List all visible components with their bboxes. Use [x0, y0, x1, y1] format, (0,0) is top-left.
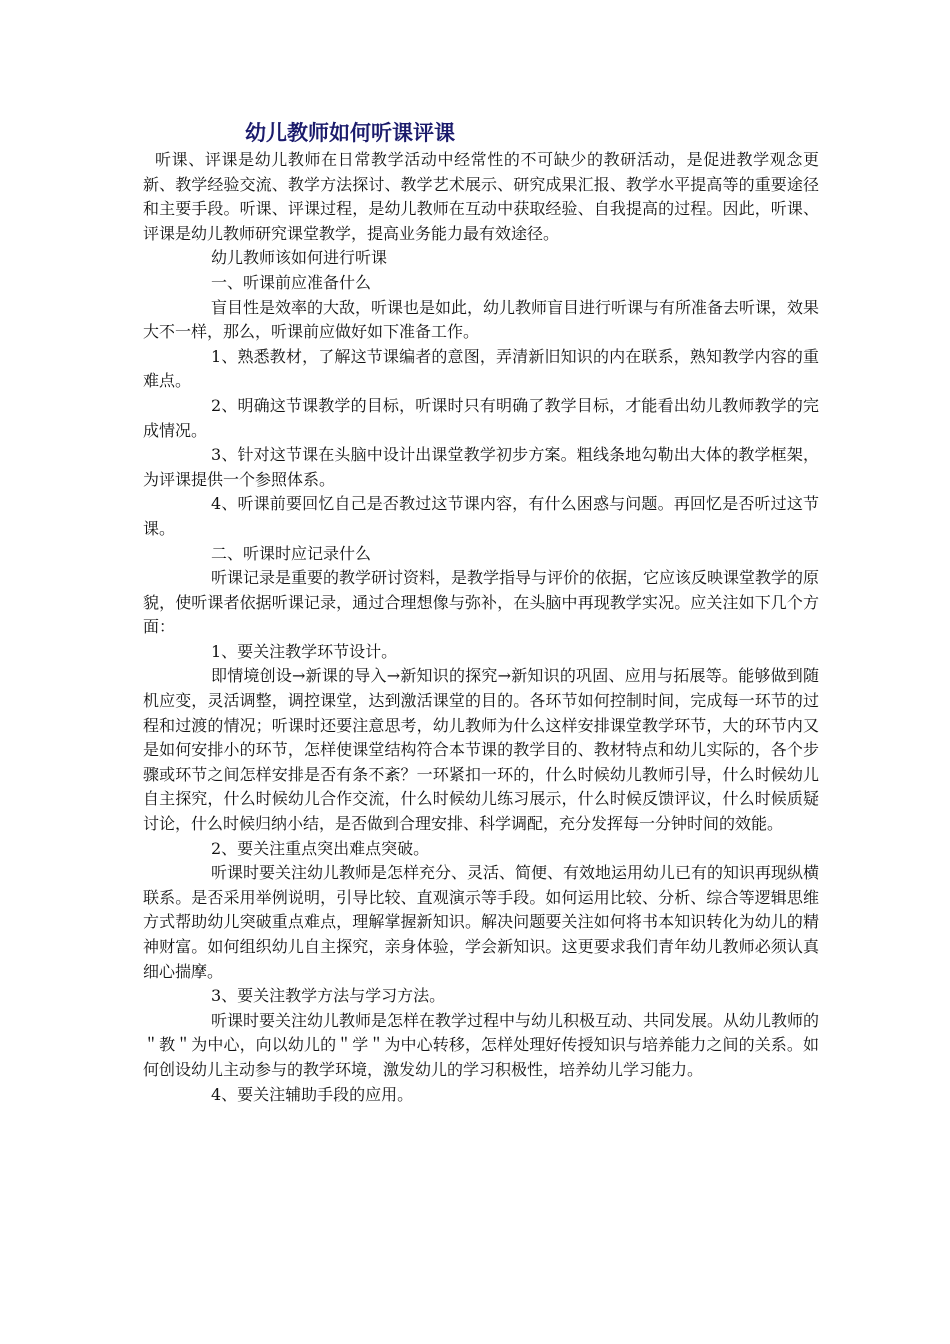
document-body	[143, 148, 819, 1107]
paragraph: 即情境创设→新课的导入→新知识的探究→新知识的巩固、应用与拓展等。能够做到随机应变，灵活调整，调控课堂，达到激活课堂的目的。各环节如何控制时间，完成每一环节的过程和过渡的情况；听课时还要注意思考，幼儿教师为什么这样安排课堂教学环节，大的环节内又是如何安排小的环节，怎样使课堂结构符合本节课的教学目的、教材特点和幼儿实际的，各个步骤或环节之间怎样安排是否有条不紊？一环紧扣一环的，什么时候幼儿教师引导，什么时候幼儿自主探究，什么时候幼儿合作交流，什么时候幼儿练习展示，什么时候反馈评议，什么时候质疑讨论，什么时候归纳小结，是否做到合理安排、科学调配，充分发挥每一分钟时间的效能。	[143, 666, 819, 834]
list-item: 4、要关注辅助手段的应用。	[211, 1084, 414, 1104]
section-heading: 幼儿教师该如何进行听课	[211, 248, 388, 268]
subsection-heading: 二、听课时应记录什么	[211, 543, 372, 563]
list-item: 2、要关注重点突出难点突破。	[211, 838, 430, 858]
document-title: 幼儿教师如何听课评课	[245, 121, 455, 145]
list-item: 4、听课前要回忆自己是否教过这节课内容，有什么困惑与问题。再回忆是否听过这节课。	[143, 494, 819, 538]
paragraph: 听课记录是重要的教学研讨资料，是教学指导与评价的依据，它应该反映课堂教学的原貌，使听课者依据听课记录，通过合理想像与弥补，在头脑中再现教学实况。应关注如下几个方面：	[143, 568, 820, 637]
list-item: 3、要关注教学方法与学习方法。	[211, 986, 446, 1006]
list-item: 3、针对这节课在头脑中设计出课堂教学初步方案。粗线条地勾勒出大体的教学框架，为评课提供一个参照体系。	[143, 445, 819, 489]
paragraph: 盲目性是效率的大敌，听课也是如此，幼儿教师盲目进行听课与有所准备去听课，效果大不一样，那么，听课前应做好如下准备工作。	[143, 297, 820, 342]
paragraph: 听课时要关注幼儿教师是怎样充分、灵活、简便、有效地运用幼儿已有的知识再现纵横联系。是否采用举例说明，引导比较、直观演示等手段。如何运用比较、分析、综合等逻辑思维方式帮助幼儿突破重点难点，理解掌握新知识。解决问题要关注如何将书本知识转化为幼儿的精神财富。如何组织幼儿自主探究，亲身体验，学会新知识。这更要求我们青年幼儿教师必须认真细心揣摩。	[143, 863, 820, 981]
list-item: 1、要关注教学环节设计。	[211, 641, 398, 661]
intro-paragraph: 听课、评课是幼儿教师在日常教学活动中经常性的不可缺少的教研活动，是促进教学观念更新、教学经验交流、教学方法探讨、教学艺术展示、研究成果汇报、教学水平提高等的重要途径和主要手段。听课、评课过程，是幼儿教师在互动中获取经验、自我提高的过程。因此，听课、评课是幼儿教师研究课堂教学，提高业务能力最有效途径。	[143, 150, 819, 243]
list-item: 1、熟悉教材，了解这节课编者的意图，弄清新旧知识的内在联系，熟知教学内容的重难点。	[143, 346, 819, 391]
subsection-heading: 一、听课前应准备什么	[211, 272, 372, 292]
paragraph: 听课时要关注幼儿教师是怎样在教学过程中与幼儿积极互动、共同发展。从幼儿教师的＂教＂为中心，向以幼儿的＂学＂为中心转移，怎样处理好传授知识与培养能力之间的关系。如何创设幼儿主动参与的教学环境，激发幼儿的学习积极性，培养幼儿学习能力。	[143, 1010, 820, 1079]
list-item: 2、明确这节课教学的目标，听课时只有明确了教学目标，才能看出幼儿教师教学的完成情况。	[143, 395, 819, 440]
